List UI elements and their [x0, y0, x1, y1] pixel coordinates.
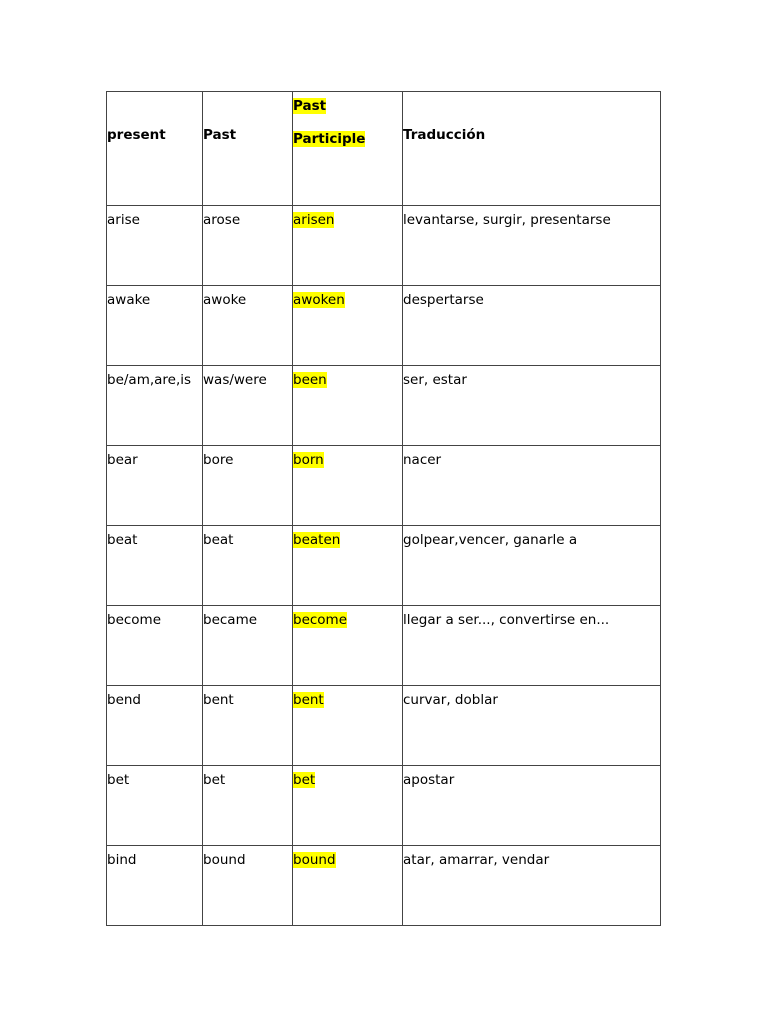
cell-present-text: bet: [107, 772, 130, 788]
cell-past: [203, 766, 293, 846]
table-row: [107, 606, 661, 686]
cell-participle: [293, 206, 403, 286]
cell-past: [203, 366, 293, 446]
cell-participle-text: born: [293, 452, 324, 468]
cell-translation: [403, 846, 661, 926]
cell-participle-text: been: [293, 372, 327, 388]
cell-present: [107, 366, 203, 446]
cell-present-text: become: [107, 612, 162, 628]
cell-past: [203, 846, 293, 926]
cell-past: [203, 206, 293, 286]
cell-translation: [403, 206, 661, 286]
cell-participle: [293, 846, 403, 926]
cell-translation-text: curvar, doblar: [403, 692, 498, 708]
cell-present: [107, 526, 203, 606]
cell-present-text: bear: [107, 452, 138, 468]
cell-participle: [293, 286, 403, 366]
cell-present-text: beat: [107, 532, 138, 548]
cell-present-text: bend: [107, 692, 142, 708]
cell-translation-text: atar, amarrar, vendar: [403, 852, 550, 868]
table-row: [107, 686, 661, 766]
cell-translation-text: nacer: [403, 452, 442, 468]
cell-present-text: awake: [107, 292, 151, 308]
cell-translation: [403, 606, 661, 686]
header-traduccion: Traducción: [403, 92, 661, 206]
table-row: [107, 526, 661, 606]
cell-participle-text: bent: [293, 692, 324, 708]
cell-past-text: arose: [203, 212, 241, 228]
cell-translation: [403, 526, 661, 606]
table-header-row: [107, 92, 661, 206]
cell-participle: [293, 766, 403, 846]
irregular-verbs-table: [106, 91, 661, 926]
cell-present: [107, 846, 203, 926]
cell-participle-text: beaten: [293, 532, 341, 548]
cell-participle: [293, 446, 403, 526]
cell-past-text: awoke: [203, 292, 247, 308]
table-row: [107, 446, 661, 526]
cell-past: [203, 286, 293, 366]
table-row: [107, 846, 661, 926]
cell-translation: [403, 446, 661, 526]
cell-translation: [403, 286, 661, 366]
cell-past: [203, 526, 293, 606]
cell-translation: [403, 766, 661, 846]
header-present: present: [107, 92, 203, 206]
cell-present: [107, 686, 203, 766]
table-row: [107, 366, 661, 446]
cell-translation-text: golpear,vencer, ganarle a: [403, 532, 578, 548]
cell-past-text: bound: [203, 852, 246, 868]
cell-present: [107, 606, 203, 686]
cell-present: [107, 206, 203, 286]
cell-past: [203, 686, 293, 766]
cell-participle-text: become: [293, 612, 348, 628]
cell-translation-text: levantarse, surgir, presentarse: [403, 212, 611, 228]
cell-past-text: became: [203, 612, 258, 628]
cell-participle-text: bet: [293, 772, 316, 788]
cell-participle-text: bound: [293, 852, 336, 868]
cell-present: [107, 286, 203, 366]
cell-past-text: beat: [203, 532, 234, 548]
header-past-participle-line2: Participle: [293, 131, 366, 147]
table-row: [107, 206, 661, 286]
cell-present: [107, 446, 203, 526]
cell-past-text: was/were: [203, 372, 267, 388]
cell-translation-text: ser, estar: [403, 372, 467, 388]
cell-translation: [403, 366, 661, 446]
cell-past: [203, 606, 293, 686]
cell-translation-text: llegar a ser..., convertirse en...: [403, 612, 610, 628]
header-past: Past: [203, 92, 293, 206]
cell-past: [203, 446, 293, 526]
cell-present-text: arise: [107, 212, 140, 228]
cell-past-text: bet: [203, 772, 226, 788]
cell-participle: [293, 686, 403, 766]
cell-participle-text: arisen: [293, 212, 335, 228]
header-past-participle: [293, 92, 403, 206]
cell-present-text: bind: [107, 852, 137, 868]
cell-participle: [293, 526, 403, 606]
cell-participle: [293, 606, 403, 686]
table-row: [107, 766, 661, 846]
cell-past-text: bore: [203, 452, 234, 468]
cell-present: [107, 766, 203, 846]
cell-participle: [293, 366, 403, 446]
cell-participle-text: awoken: [293, 292, 345, 308]
cell-present-text: be/am,are,is: [107, 372, 192, 388]
cell-translation: [403, 686, 661, 766]
table-row: [107, 286, 661, 366]
header-past-participle-line1: Past: [293, 98, 327, 114]
cell-translation-text: despertarse: [403, 292, 484, 308]
cell-translation-text: apostar: [403, 772, 455, 788]
cell-past-text: bent: [203, 692, 234, 708]
